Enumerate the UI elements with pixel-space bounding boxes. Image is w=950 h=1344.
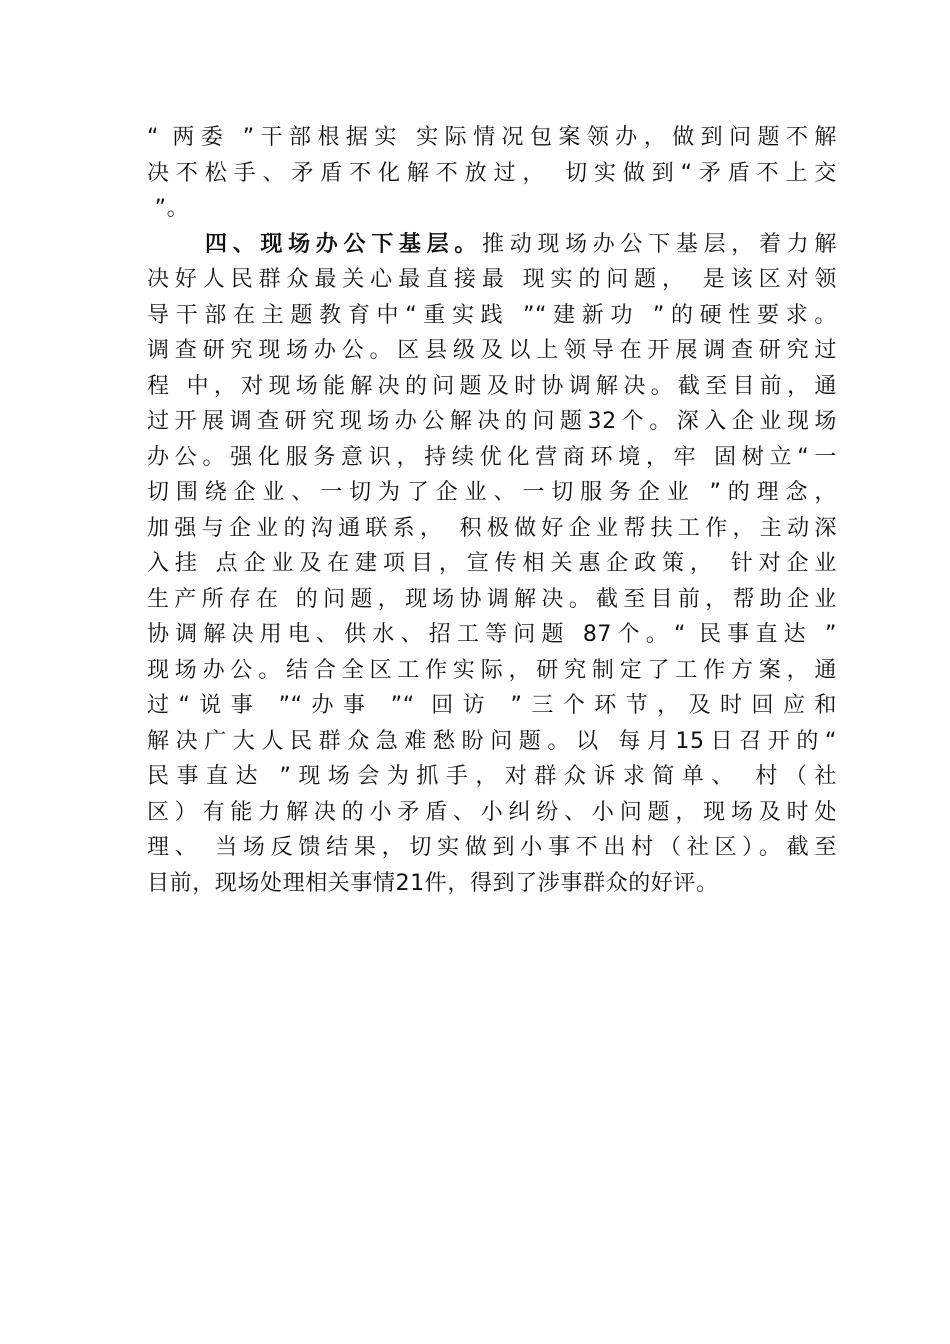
- paragraph-2-line-14: 过“说事 ”“办事 ”“ 回访 ”三个环节，及时回应和: [147, 693, 837, 718]
- paragraph-1-line-2: 决不松手、矛盾不化解不放过， 切实做到“矛盾不上交: [147, 160, 837, 186]
- paragraph-1-line-3: ”。: [147, 196, 190, 221]
- paragraph-2-line-7: 办公。强化服务意识，持续优化营商环境，牢 固树立“一: [147, 444, 837, 470]
- paragraph-2-line-10: 入挂 点企业及在建项目，宣传相关惠企政策， 针对企业: [147, 551, 837, 576]
- paragraph-1-line-1: “ 两委 ”干部根据实 实际情况包案领办，做到问题不解: [147, 125, 837, 150]
- paragraph-2-line-8: 切围绕企业、一切为了企业、一切服务企业 ”的理念，: [147, 480, 837, 505]
- paragraph-2-line-3: 导干部在主题教育中“重实践 ”“建新功 ”的硬性要求。: [147, 302, 837, 328]
- paragraph-2-line-11: 生产所存在 的问题，现场协调解决。截至目前，帮助企业: [147, 586, 837, 612]
- paragraph-2-line-2: 决好人民群众最关心最直接最 现实的问题， 是该区对领: [147, 267, 837, 292]
- body-text: [147, 120, 837, 901]
- paragraph-2-line-12: 协调解决用电、供水、招工等问题 87个。“ 民事直达 ”: [147, 622, 837, 647]
- paragraph-2-line-16: 民事直达 ”现场会为抓手，对群众诉求简单、 村（社: [147, 764, 837, 789]
- paragraph-2-line-19: 目前，现场处理相关事情21件，得到了涉事群众的好评。: [147, 870, 719, 896]
- paragraph-2-line-4: 调查研究现场办公。区县级及以上领导在开展调查研究过: [147, 338, 837, 363]
- paragraph-2-line-9: 加强与企业的沟通联系， 积极做好企业帮扶工作，主动深: [147, 515, 837, 541]
- paragraph-2-line-5: 程 中，对现场能解决的问题及时协调解决。截至目前，通: [147, 373, 837, 399]
- paragraph-2-line-1-rest: 推动现场办公下基层，着力解: [482, 231, 837, 257]
- paragraph-2-line-13: 现场办公。结合全区工作实际，研究制定了工作方案，通: [147, 657, 837, 683]
- paragraph-2-line-18: 理、 当场反馈结果，切实做到小事不出村（社区）。截至: [147, 835, 837, 860]
- paragraph-2-line-1: [147, 227, 837, 263]
- paragraph-2-line-6: 过开展调查研究现场办公解决的问题32个。深入企业现场: [147, 409, 837, 434]
- section-heading: 四、现场办公下基层。: [205, 231, 482, 257]
- paragraph-2-line-17: 区）有能力解决的小矛盾、小纠纷、小问题，现场及时处: [147, 799, 837, 825]
- paragraph-2-line-15: 解决广大人民群众急难愁盼问题。以 每月15日召开的“: [147, 728, 837, 754]
